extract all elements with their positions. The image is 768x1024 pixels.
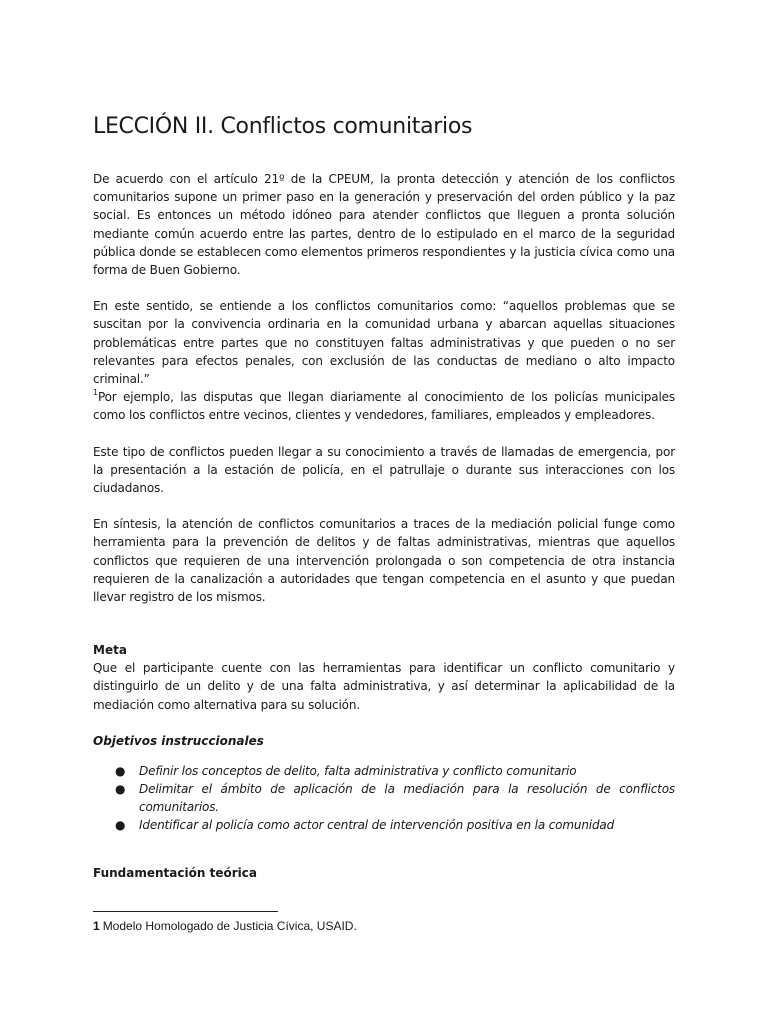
objective-item — [115, 780, 675, 816]
bullet-icon: ● — [115, 763, 126, 778]
fundamentacion-heading: Fundamentación teórica — [93, 865, 257, 880]
footnote-marker[interactable]: 1 — [93, 388, 98, 398]
meta-text: Que el participante cuente con las herramientas para identificar un conflicto comunitario y distinguirlo de un delito y de una falta administrativa, y así determinar la aplicabilidad de la mediación como alternativa para su solución. — [93, 661, 675, 712]
objective-item — [115, 762, 675, 780]
definition-quote: En este sentido, se entiende a los conflictos comunitarios como: “aquellos problemas que se suscitan por la convivencia ordinaria en la comunidad urbana y abarcan aquellas situaciones problemáticas entre partes que no constituyen faltas administrativas y que pueden o no ser relevantes para efectos penales, con exclusión de las conductas de mediano o alto impacto criminal.” — [93, 299, 675, 387]
bullet-icon: ● — [115, 817, 126, 832]
footnote-divider — [93, 911, 278, 912]
objective-text: Delimitar el ámbito de aplicación de la mediación para la resolución de conflictos comunitarios. — [139, 781, 675, 814]
paragraph-channels: Este tipo de conflictos pueden llegar a su conocimiento a través de llamadas de emergencia, por la presentación a la estación de policía, en el patrullaje o durante sus interacciones con los ciudadanos. — [93, 444, 675, 496]
document-page — [93, 112, 675, 882]
footnote-text: Modelo Homologado de Justicia Cívica, USAID. — [102, 919, 357, 933]
meta-heading: Meta — [93, 643, 127, 658]
objective-item — [115, 816, 675, 834]
footnote-number: 1 — [93, 919, 100, 933]
objective-text: Definir los conceptos de delito, falta administrativa y conflicto comunitario — [139, 763, 577, 778]
definition-example: Por ejemplo, las disputas que llegan diariamente al conocimiento de los policías municipales como los conflictos entre vecinos, clientes y vendedores, familiares, empleados y empleadores. — [93, 390, 675, 423]
paragraph-definition — [93, 297, 675, 424]
objectives-list — [93, 762, 675, 834]
objectives-heading: Objetivos instruccionales — [93, 733, 264, 748]
bullet-icon: ● — [115, 781, 126, 796]
objective-text: Identificar al policía como actor central de intervención positiva en la comunidad — [139, 817, 615, 832]
lesson-title: LECCIÓN II. Conflictos comunitarios — [93, 114, 473, 139]
paragraph-cpeum: De acuerdo con el artículo 21º de la CPEUM, la pronta detección y atención de los conflictos comunitarios supone un primer paso en la generación y preservación del orden público y la paz social. Es entonces un método idóneo para atender conflictos que lleguen a pronta solución mediante común acuerdo entre las partes, dentro de lo estipulado en el marco de la seguridad pública donde se establecen como elementos primeros respondientes y la justicia cívica como una forma de Buen Gobierno. — [93, 172, 675, 278]
footnote — [93, 918, 357, 934]
paragraph-synthesis: En síntesis, la atención de conflictos comunitarios a traces de la mediación policial funge como herramienta para la prevención de delitos y de faltas administrativas, mientras que aquellos conflictos que requieren de una intervención prolongada o son competencia de otra instancia requieren de la canalización a autoridades que tengan competencia en el asunto y que puedan llevar registro de los mismos. — [93, 517, 675, 605]
